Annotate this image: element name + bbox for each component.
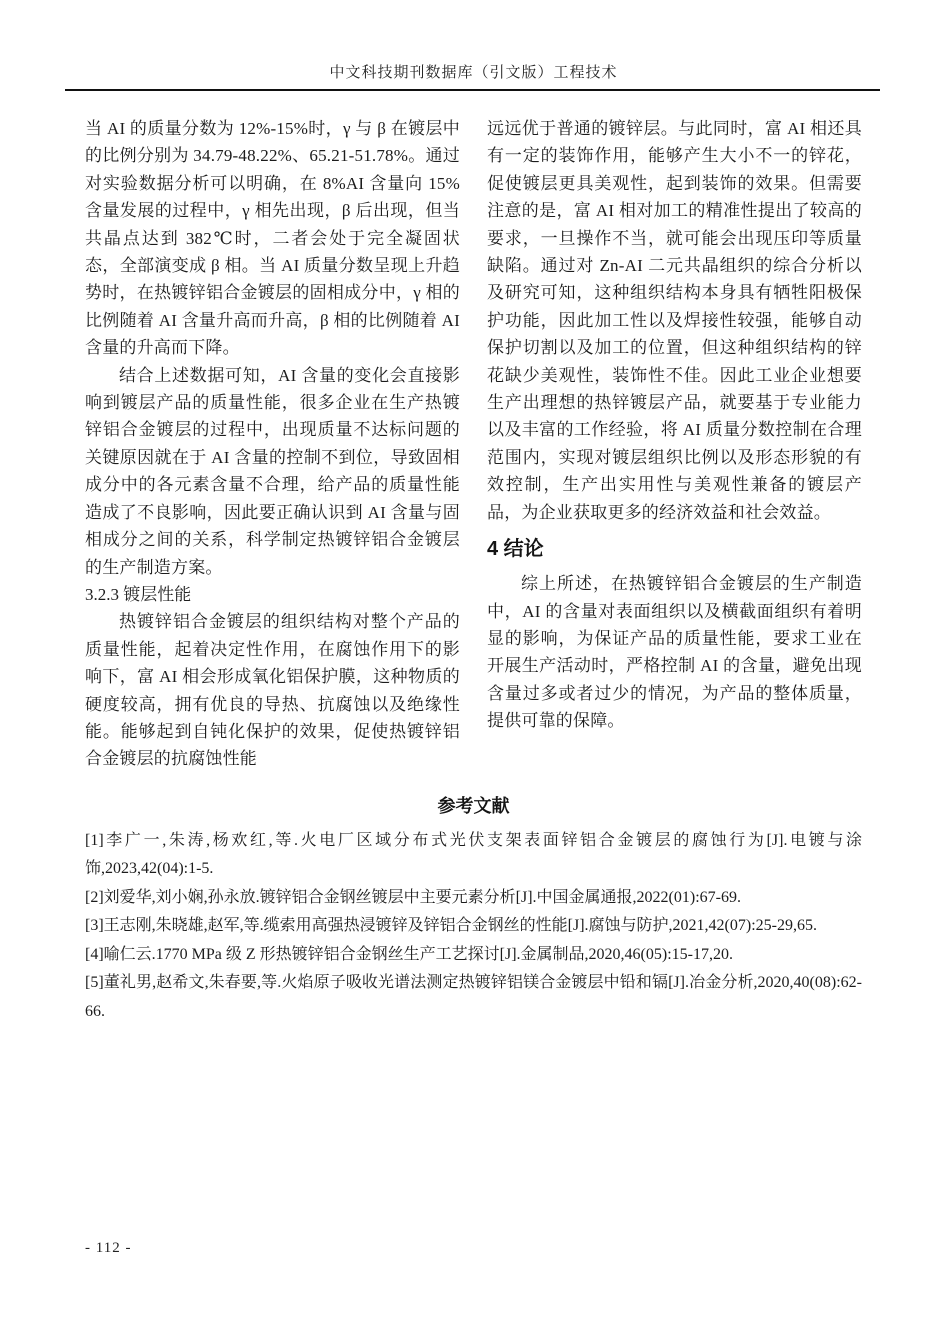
paragraph-coating-structure: 热镀锌铝合金镀层的组织结构对整个产品的质量性能，起着决定性作用，在腐蚀作用下的影响下，富 AI 相会形成氧化铝保护膜，这种物质的硬度较高，拥有优良的导热、抗腐蚀以及绝缘性能。能够起到自钝化保护的效果，促使热镀锌铝合金镀层的抗腐蚀性能 bbox=[85, 612, 460, 769]
right-column bbox=[487, 115, 862, 773]
reference-item-1: [1]李广一,朱涛,杨欢红,等.火电厂区域分布式光伏支架表面锌铝合金镀层的腐蚀行为[J].电镀与涂饰,2023,42(04):1-5. bbox=[85, 831, 862, 878]
header-divider bbox=[65, 89, 880, 91]
left-column bbox=[85, 115, 460, 773]
references-title: 参考文献 bbox=[437, 795, 510, 816]
section-heading-3-2-3: 3.2.3 镀层性能 bbox=[85, 584, 192, 604]
article-body bbox=[85, 115, 862, 773]
references-section bbox=[85, 793, 862, 1027]
paragraph-phase-ratio: 当 AI 的质量分数为 12%-15%时，γ 与 β 在镀层中的比例分别为 34.79-48.22%、65.21-51.78%。通过对实验数据分析可以明确，在 8%AI 含量向 15%含量发展的过程中，γ 相先出现，β 后出现，但当共晶点达到 382℃时，二者会处于完全凝固状态，全部演变成 β 相。当 AI 质量分数呈现上升趋势时，在热镀锌铝合金镀层的固相成分中，γ 相的比例随着 AI 含量升高而升高，β 相的比例随着 AI 含量的升高而下降。 bbox=[85, 119, 460, 358]
reference-item-4: [4]喻仁云.1770 MPa 级 Z 形热镀锌铝合金钢丝生产工艺探讨[J].金属制品,2020,46(05):15-17,20. bbox=[85, 945, 733, 963]
reference-item-3: [3]王志刚,朱晓雄,赵军,等.缆索用高强热浸镀锌及锌铝合金钢丝的性能[J].腐蚀与防护,2021,42(07):25-29,65. bbox=[85, 917, 817, 935]
page-header bbox=[85, 0, 862, 91]
paragraph-conclusion: 综上所述，在热镀锌铝合金镀层的生产制造中，AI 的含量对表面组织以及横截面组织有着明显的影响，为保证产品的质量性能，要求工业在开展生产活动时，严格控制 AI 的含量，避免出现含量过多或者过少的情况，为产品的整体质量，提供可靠的保障。 bbox=[487, 574, 862, 731]
reference-item-5: [5]董礼男,赵希文,朱春要,等.火焰原子吸收光谱法测定热镀锌铝镁合金镀层中铅和镉[J].冶金分析,2020,40(08):62-66. bbox=[85, 974, 862, 1020]
journal-header-title: 中文科技期刊数据库（引文版）工程技术 bbox=[329, 65, 618, 81]
reference-item-2: [2]刘爱华,刘小娴,孙永放.镀锌铝合金钢丝镀层中主要元素分析[J].中国金属通报,2022(01):67-69. bbox=[85, 888, 741, 906]
page-number: - 112 - bbox=[85, 1240, 132, 1256]
section-heading-4-conclusion: 4 结论 bbox=[487, 538, 544, 561]
paragraph-ai-content-influence: 结合上述数据可知，AI 含量的变化会直接影响到镀层产品的质量性能，很多企业在生产热镀锌铝合金镀层的过程中，出现质量不达标问题的关键原因就在于 AI 含量的控制不到位，导致固相成分中的各元素含量不合理，给产品的质量性能造成了不良影响，因此要正确认识到 AI 含量与固相成分之间的关系，科学制定热镀锌铝合金镀层的生产制造方案。 bbox=[85, 365, 460, 577]
paragraph-coating-properties-continued: 远远优于普通的镀锌层。与此同时，富 AI 相还具有一定的装饰作用，能够产生大小不一的锌花，促使镀层更具美观性，起到装饰的效果。但需要注意的是，富 AI 相对加工的精准性提出了较高的要求，一旦操作不当，就可能会出现压印等质量缺陷。通过对 Zn-AI 二元共晶组织的综合分析以及研究可知，这种组织结构本身具有牺牲阳极保护功能，因此加工性以及焊接性较强，能够自动保护切割以及加工的位置，但这种组织结构的锌花缺少美观性，装饰性不佳。因此工业企业想要生产出理想的热锌镀层产品，就要基于专业能力以及丰富的工作经验，将 AI 质量分数控制在合理范围内，实现对镀层组织比例以及形态形貌的有效控制，生产出实用性与美观性兼备的镀层产品，为企业获取更多的经济效益和社会效益。 bbox=[487, 119, 862, 522]
